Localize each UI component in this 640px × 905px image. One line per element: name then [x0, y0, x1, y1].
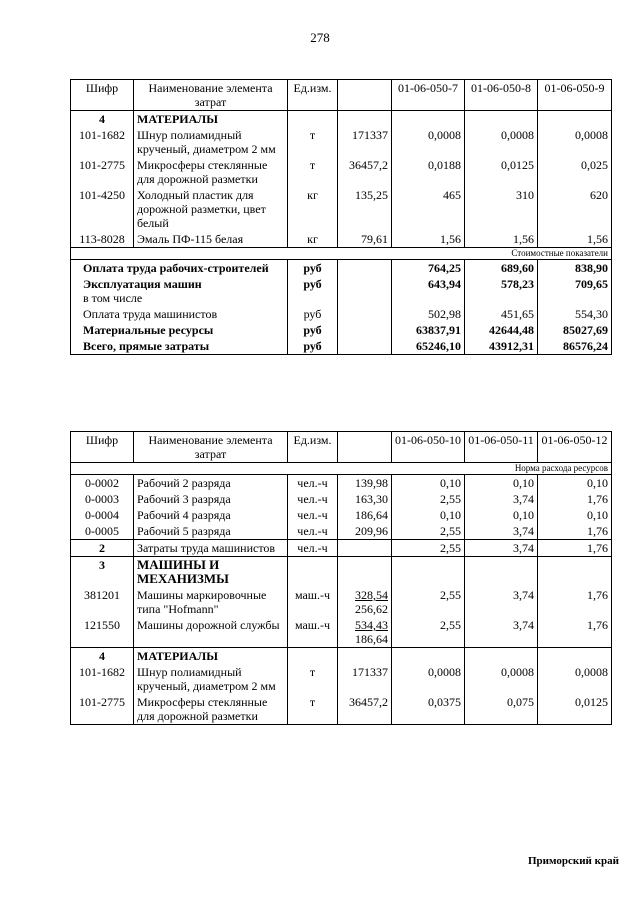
row-value-2: 0,0008	[465, 127, 538, 157]
row-price: 171337	[338, 127, 392, 157]
summary-name	[70, 306, 288, 322]
row-price: 139,98	[338, 475, 392, 491]
table-row	[70, 157, 612, 187]
summary-value-3: 838,90	[538, 260, 612, 276]
row-price: 163,30	[338, 491, 392, 507]
summary-label: Оплата труда рабочих-строителей	[83, 261, 269, 275]
subheader-row	[70, 247, 612, 260]
row-value-3: 0,025	[538, 157, 612, 187]
row-name: Рабочий 2 разряда	[134, 475, 288, 491]
table-header	[70, 79, 612, 111]
row-value-2: 0,075	[465, 694, 538, 725]
row-code: 2	[70, 539, 134, 557]
row-unit: чел.-ч	[288, 507, 338, 523]
row-value-1: 465	[392, 187, 465, 231]
summary-value-2: 689,60	[465, 260, 538, 276]
row-name: Шнур полиамидный крученый, диаметром 2 мм	[134, 127, 288, 157]
row-unit: чел.-ч	[288, 539, 338, 557]
row-unit: чел.-ч	[288, 475, 338, 491]
table-row	[70, 523, 612, 539]
subheader-row	[70, 462, 612, 475]
row-code: 0-0003	[70, 491, 134, 507]
row-unit: т	[288, 664, 338, 694]
row-name: Эмаль ПФ-115 белая	[134, 231, 288, 247]
row-unit: чел.-ч	[288, 491, 338, 507]
section-code: 3	[70, 557, 134, 587]
row-value-1: 0,10	[392, 507, 465, 523]
summary-value-1: 65246,10	[392, 338, 465, 355]
section-name: МАТЕРИАЛЫ	[134, 111, 288, 127]
summary-row	[70, 306, 612, 322]
header-price	[338, 431, 392, 462]
summary-value-3: 709,65	[538, 276, 612, 306]
row-code: 121550	[70, 617, 134, 647]
header-code: Шифр	[70, 79, 134, 111]
footer-region: Приморский край	[528, 855, 619, 867]
header-col-2: 01-06-050-11	[465, 431, 538, 462]
row-value-2: 3,74	[465, 617, 538, 647]
summary-unit: руб	[288, 338, 338, 355]
summary-value-2: 42644,48	[465, 322, 538, 338]
row-value-3: 0,0125	[538, 694, 612, 725]
summary-unit: руб	[288, 260, 338, 276]
row-value-1: 2,55	[392, 523, 465, 539]
row-value-1: 2,55	[392, 617, 465, 647]
row-code: 381201	[70, 587, 134, 617]
operator-row	[70, 539, 612, 557]
summary-unit: руб	[288, 322, 338, 338]
row-price: 79,61	[338, 231, 392, 247]
row-code: 101-1682	[70, 127, 134, 157]
summary-row	[70, 276, 612, 306]
table-row	[70, 694, 612, 725]
summary-value-1: 63837,91	[392, 322, 465, 338]
summary-label: Всего, прямые затраты	[83, 339, 210, 353]
subheader-label: Норма расхода ресурсов	[392, 462, 612, 475]
row-code: 101-1682	[70, 664, 134, 694]
row-unit: кг	[288, 231, 338, 247]
row-price: 135,25	[338, 187, 392, 231]
row-value-3: 1,56	[538, 231, 612, 247]
header-col-3: 01-06-050-12	[538, 431, 612, 462]
section-name: МАТЕРИАЛЫ	[134, 647, 288, 664]
summary-label: Эксплуатация машин	[83, 277, 202, 291]
row-name: Рабочий 3 разряда	[134, 491, 288, 507]
row-value-3: 1,76	[538, 523, 612, 539]
row-name: Микросферы стеклянные для дорожной разметки	[134, 157, 288, 187]
row-price	[338, 617, 392, 647]
table-row	[70, 617, 612, 647]
section-code: 4	[70, 111, 134, 127]
row-code: 113-8028	[70, 231, 134, 247]
summary-value-1: 764,25	[392, 260, 465, 276]
row-value-1: 0,10	[392, 475, 465, 491]
row-price: 209,96	[338, 523, 392, 539]
row-value-2: 3,74	[465, 491, 538, 507]
header-col-2: 01-06-050-8	[465, 79, 538, 111]
subheader-label: Стоимостные показатели	[392, 247, 612, 260]
row-value-1: 0,0008	[392, 127, 465, 157]
header-name: Наименование элемента затрат	[134, 79, 288, 111]
row-value-1: 1,56	[392, 231, 465, 247]
row-value-1: 0,0008	[392, 664, 465, 694]
summary-value-2: 43912,31	[465, 338, 538, 355]
section-row	[70, 647, 612, 664]
table-header	[70, 431, 612, 462]
row-price	[338, 587, 392, 617]
section-name: МАШИНЫ И МЕХАНИЗМЫ	[134, 557, 288, 587]
table-row	[70, 231, 612, 247]
row-unit: т	[288, 157, 338, 187]
row-name: Рабочий 5 разряда	[134, 523, 288, 539]
table-row	[70, 475, 612, 491]
row-code: 0-0002	[70, 475, 134, 491]
row-code: 101-2775	[70, 157, 134, 187]
row-price: 171337	[338, 664, 392, 694]
row-price-secondary: 256,62	[355, 602, 388, 616]
row-value-3: 1,76	[538, 617, 612, 647]
summary-name	[70, 322, 288, 338]
row-value-1: 2,55	[392, 491, 465, 507]
row-unit: чел.-ч	[288, 523, 338, 539]
header-col-1: 01-06-050-7	[392, 79, 465, 111]
header-unit: Ед.изм.	[288, 79, 338, 111]
summary-label: Оплата труда машинистов	[83, 307, 218, 321]
row-price-main: 328,54	[355, 588, 388, 602]
row-value-3: 0,0008	[538, 127, 612, 157]
header-price	[338, 79, 392, 111]
row-value-1: 2,55	[392, 587, 465, 617]
section-row	[70, 111, 612, 127]
page-number: 278	[310, 30, 330, 45]
row-price-secondary: 186,64	[355, 632, 388, 646]
summary-value-3: 85027,69	[538, 322, 612, 338]
row-unit: т	[288, 694, 338, 725]
row-value-1: 0,0375	[392, 694, 465, 725]
summary-value-3: 554,30	[538, 306, 612, 322]
row-unit: маш.-ч	[288, 587, 338, 617]
table-row	[70, 507, 612, 523]
header-name: Наименование элемента затрат	[134, 431, 288, 462]
summary-value-2: 578,23	[465, 276, 538, 306]
cost-table-1	[70, 79, 612, 355]
row-value-2: 310	[465, 187, 538, 231]
row-value-3: 1,76	[538, 587, 612, 617]
row-code: 101-2775	[70, 694, 134, 725]
row-value-2: 0,10	[465, 507, 538, 523]
row-price: 186,64	[338, 507, 392, 523]
header-col-1: 01-06-050-10	[392, 431, 465, 462]
header-col-3: 01-06-050-9	[538, 79, 612, 111]
row-code: 0-0005	[70, 523, 134, 539]
summary-value-2: 451,65	[465, 306, 538, 322]
row-name: Микросферы стеклянные для дорожной разметки	[134, 694, 288, 725]
table-row	[70, 127, 612, 157]
row-price-main: 534,43	[355, 618, 388, 632]
row-name: Шнур полиамидный крученый, диаметром 2 мм	[134, 664, 288, 694]
header-unit: Ед.изм.	[288, 431, 338, 462]
row-value-2: 0,0125	[465, 157, 538, 187]
summary-name	[70, 276, 288, 306]
row-price: 36457,2	[338, 694, 392, 725]
row-unit: кг	[288, 187, 338, 231]
summary-label: Материальные ресурсы	[83, 323, 214, 337]
summary-name	[70, 338, 288, 355]
row-value-2: 3,74	[465, 587, 538, 617]
row-value-3: 1,76	[538, 539, 612, 557]
row-value-3: 620	[538, 187, 612, 231]
header-code: Шифр	[70, 431, 134, 462]
row-value-2: 0,10	[465, 475, 538, 491]
row-unit: маш.-ч	[288, 617, 338, 647]
summary-unit: руб	[288, 306, 338, 322]
cost-table-2	[70, 431, 612, 725]
row-name: Рабочий 4 разряда	[134, 507, 288, 523]
table-row	[70, 491, 612, 507]
summary-unit: руб	[288, 276, 338, 306]
table-row	[70, 664, 612, 694]
table-row	[70, 187, 612, 231]
row-value-2: 3,74	[465, 539, 538, 557]
row-value-1: 0,0188	[392, 157, 465, 187]
row-name: Машины маркировочные типа "Hofmann"	[134, 587, 288, 617]
row-value-3: 0,0008	[538, 664, 612, 694]
summary-value-1: 643,94	[392, 276, 465, 306]
row-code: 101-4250	[70, 187, 134, 231]
row-code: 0-0004	[70, 507, 134, 523]
row-value-3: 0,10	[538, 507, 612, 523]
row-price	[338, 539, 392, 557]
row-value-3: 0,10	[538, 475, 612, 491]
row-price: 36457,2	[338, 157, 392, 187]
row-name: Холодный пластик для дорожной разметки, цвет белый	[134, 187, 288, 231]
row-name: Машины дорожной службы	[134, 617, 288, 647]
section-row	[70, 557, 612, 587]
row-value-3: 1,76	[538, 491, 612, 507]
summary-value-3: 86576,24	[538, 338, 612, 355]
summary-row	[70, 338, 612, 355]
row-value-1: 2,55	[392, 539, 465, 557]
row-value-2: 1,56	[465, 231, 538, 247]
row-unit: т	[288, 127, 338, 157]
summary-row	[70, 322, 612, 338]
row-value-2: 3,74	[465, 523, 538, 539]
section-code: 4	[70, 647, 134, 664]
row-name: Затраты труда машинистов	[134, 539, 288, 557]
table-row	[70, 587, 612, 617]
row-value-2: 0,0008	[465, 664, 538, 694]
summary-row	[70, 260, 612, 276]
summary-value-1: 502,98	[392, 306, 465, 322]
summary-note: в том числе	[83, 291, 143, 305]
summary-name	[70, 260, 288, 276]
